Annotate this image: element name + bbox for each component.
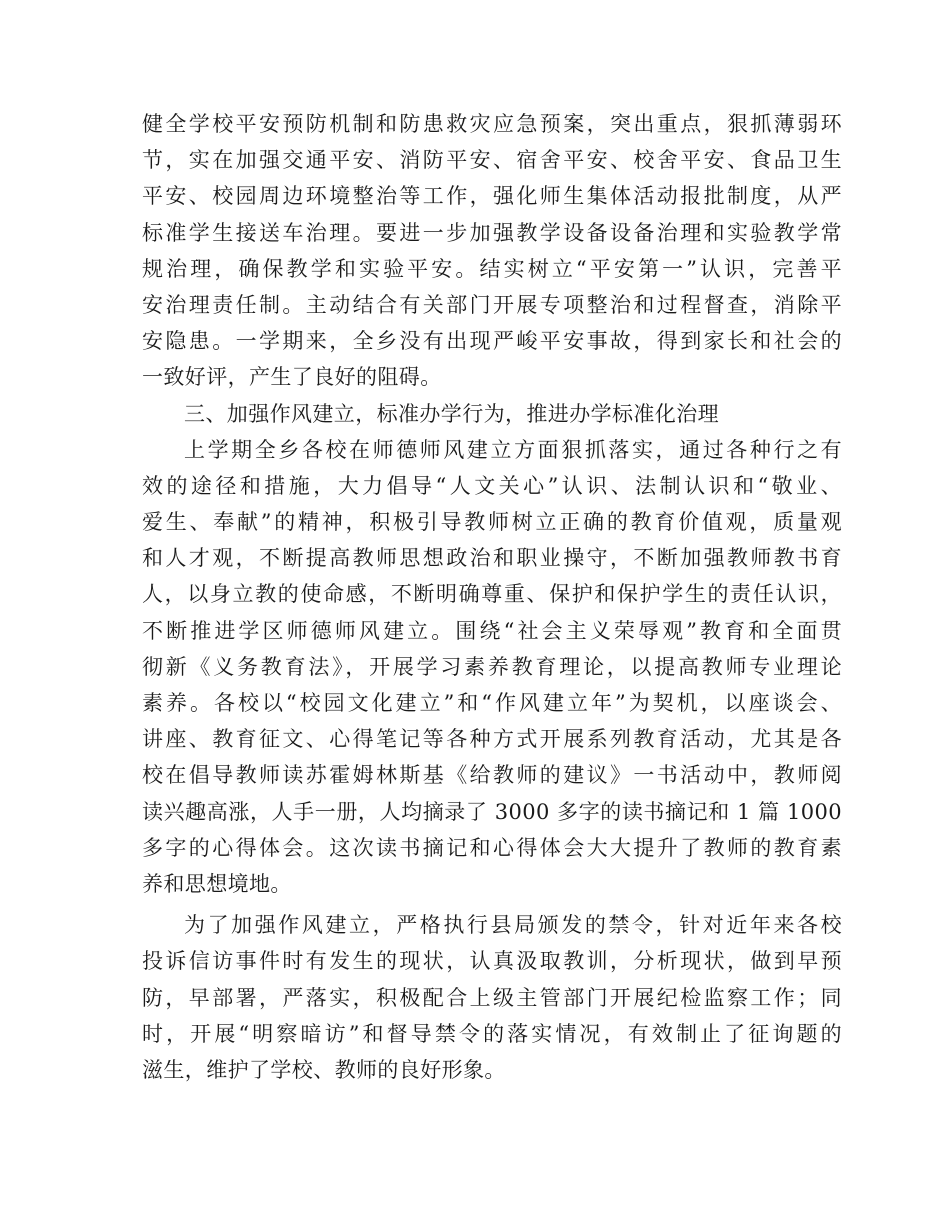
text-line: 效的途径和措施，大力倡导“人文关心”认识、法制认识和“敬业、 — [142, 473, 842, 498]
text-line: 健全学校平安预防机制和防患救灾应急预案，突出重点，狠抓薄弱环 — [142, 112, 842, 136]
paragraph — [142, 907, 842, 1088]
text-line: 为了加强作风建立，严格执行县局颁发的禁令，针对近年来各校 — [184, 913, 842, 938]
text-line: 读兴趣高涨，人手一册，人均摘录了 3000 多字的读书摘记和 1 篇 1000 — [142, 799, 842, 824]
text-line: 滋生，维护了学校、教师的良好形象。 — [142, 1057, 506, 1082]
text-line: 和人才观，不断提高教师思想政治和职业操守，不断加强教师教书育 — [142, 546, 842, 571]
text-line: 一致好评，产生了良好的阻碍。 — [142, 365, 442, 390]
document-body — [142, 106, 842, 1088]
text-line: 节，实在加强交通平安、消防平安、宿舍平安、校舍平安、食品卫生 — [142, 148, 842, 173]
text-line: 时，开展“明察暗访”和督导禁令的落实情况，有效制止了征询题的 — [142, 1021, 842, 1046]
text-line: 安治理责任制。主动结合有关部门开展专项整治和过程督查，消除平 — [142, 292, 842, 317]
text-line: 规治理，确保教学和实验平安。结实树立“平安第一”认识，完善平 — [142, 256, 842, 281]
text-line: 投诉信访事件时有发生的现状，认真汲取教训，分析现状，做到早预 — [142, 949, 842, 974]
text-line: 安隐患。一学期来，全乡没有出现严峻平安事故，得到家长和社会的 — [142, 329, 842, 354]
text-line: 爱生、奉献”的精神，积极引导教师树立正确的教育价值观，质量观 — [142, 510, 842, 535]
text-line: 不断推进学区师德师风建立。围绕“社会主义荣辱观”教育和全面贯 — [142, 618, 842, 643]
text-line: 养和思想境地。 — [142, 871, 292, 896]
paragraph — [142, 106, 842, 396]
paragraph — [142, 432, 842, 902]
text-line: 上学期全乡各校在师德师风建立方面狠抓落实，通过各种行之有 — [184, 437, 842, 462]
text-line: 标准学生接送车治理。要进一步加强教学设备设备治理和实验教学常 — [142, 220, 842, 245]
heading-text: 三、加强作风建立，标准办学行为，推进办学标准化治理 — [184, 401, 719, 426]
text-line: 防，早部署，严落实，积极配合上级主管部门开展纪检监察工作；同 — [142, 985, 842, 1010]
text-line: 素养。各校以“校园文化建立”和“作风建立年”为契机，以座谈会、 — [142, 691, 842, 715]
text-line: 平安、校园周边环境整治等工作，强化师生集体活动报批制度，从严 — [142, 184, 842, 209]
text-line: 彻新《义务教育法》，开展学习素养教育理论，以提高教师专业理论 — [142, 654, 842, 679]
text-line: 多字的心得体会。这次读书摘记和心得体会大大提升了教师的教育素 — [142, 835, 842, 860]
text-line: 人，以身立教的使命感，不断明确尊重、保护和保护学生的责任认识， — [142, 582, 842, 607]
text-line: 校在倡导教师读苏霍姆林斯基《给教师的建议》一书活动中，教师阅 — [142, 763, 842, 788]
text-line: 讲座、教育征文、心得笔记等各种方式开展系列教育活动，尤其是各 — [142, 727, 842, 752]
section-heading — [142, 396, 842, 432]
